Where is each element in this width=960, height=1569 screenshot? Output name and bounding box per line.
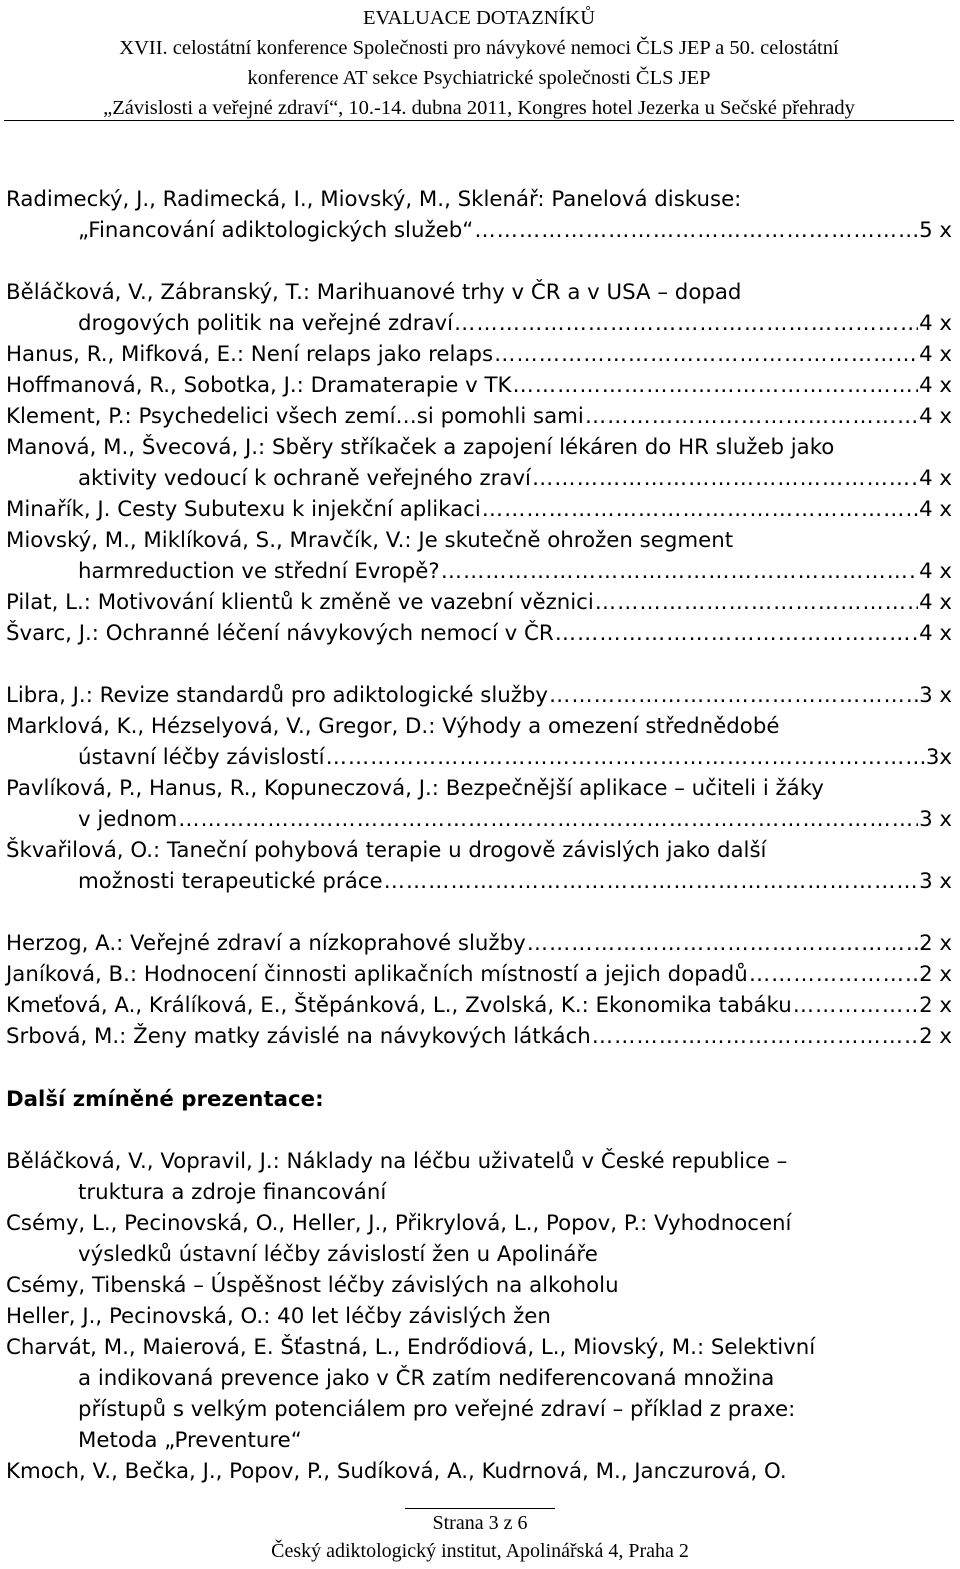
presentation-entry	[6, 773, 952, 835]
presentation-entry	[6, 1332, 952, 1456]
dot-leader	[527, 928, 918, 959]
mention-count: 4 x	[919, 404, 952, 429]
presentation-entry	[6, 1301, 952, 1332]
entry-title-line: a indikovaná prevence jako v ČR zatím nediferencovaná množina	[78, 1366, 775, 1391]
evaluation-content	[6, 121, 952, 1487]
presentation-entry	[6, 587, 952, 618]
group-3x	[6, 680, 952, 897]
mention-count: 5 x	[919, 218, 952, 243]
presentation-entry	[6, 618, 952, 649]
entry-authors-line: Csémy, L., Pecinovská, O., Heller, J., Přikrylová, L., Popov, P.: Vyhodnocení	[6, 1211, 792, 1236]
entry-title-line: Herzog, A.: Veřejné zdraví a nízkoprahové služby	[6, 931, 526, 956]
header-line-1: XVII. celostátní konference Společnosti pro návykové nemoci ČLS JEP a 50. celostátní	[119, 37, 839, 59]
entry-title-line: výsledků ústavní léčby závislostí žen u Apolináře	[78, 1242, 598, 1267]
presentation-entry	[6, 711, 952, 773]
entry-title-line: harmreduction ve střední Evropě?	[78, 559, 440, 584]
presentation-entry	[6, 277, 952, 339]
presentation-entry	[6, 432, 952, 494]
header-title: EVALUACE DOTAZNÍKŮ	[363, 7, 595, 29]
mention-count: 2 x	[919, 931, 952, 956]
entry-title-line: Klement, P.: Psychedelici všech zemí…si pomohli sami	[6, 404, 584, 429]
entry-title-line: Kmeťová, A., Králíková, E., Štěpánková, L., Zvolská, K.: Ekonomika tabáku	[6, 993, 792, 1018]
entry-title-line: drogových politik na veřejné zdraví	[78, 311, 454, 336]
entry-authors-line: Škvařilová, O.: Taneční pohybová terapie u drogově závislých jako další	[6, 838, 767, 863]
presentation-entry	[6, 835, 952, 897]
entry-title-line: Libra, J.: Revize standardů pro adiktologické služby	[6, 683, 549, 708]
presentation-entry	[6, 339, 952, 370]
dot-leader	[454, 308, 918, 339]
footer-address: Český adiktologický institut, Apolinářská 4, Praha 2	[271, 1540, 689, 1562]
mention-count: 2 x	[919, 993, 952, 1018]
presentation-entry	[6, 370, 952, 401]
entry-title-line: aktivity vedoucí k ochraně veřejného zraví	[78, 466, 531, 491]
header-line-2: konference AT sekce Psychiatrické společnosti ČLS JEP	[247, 67, 711, 89]
dot-leader	[592, 1021, 918, 1052]
presentation-entry	[6, 401, 952, 432]
entry-authors-line: Kmoch, V., Bečka, J., Popov, P., Sudíková, A., Kudrnová, M., Janczurová, O.	[6, 1459, 787, 1484]
mention-count: 4 x	[919, 466, 952, 491]
entry-title-line: přístupů s velkým potenciálem pro veřejné zdraví – příklad z praxe:	[78, 1397, 796, 1422]
entry-title-line: Janíková, B.: Hodnocení činnosti aplikačních místností a jejich dopadů	[6, 962, 748, 987]
entry-authors-line: Pavlíková, P., Hanus, R., Kopuneczová, J.: Bezpečnější aplikace – učiteli i žáky	[6, 776, 824, 801]
entry-title-line: v jednom	[78, 807, 178, 832]
entry-title-line: Hoffmanová, R., Sobotka, J.: Dramaterapie v TK	[6, 373, 512, 398]
presentation-entry	[6, 1456, 952, 1487]
dot-leader	[793, 990, 918, 1021]
dot-leader	[585, 401, 918, 432]
entry-authors-line: Běláčková, V., Zábranský, T.: Marihuanové trhy v ČR a v USA – dopad	[6, 280, 742, 305]
presentation-entry	[6, 1270, 952, 1301]
dot-leader	[549, 680, 918, 711]
presentation-entry	[6, 184, 952, 246]
group-2x	[6, 928, 952, 1052]
presentation-entry	[6, 1021, 952, 1052]
page-header	[4, 0, 954, 121]
group-5x	[6, 184, 952, 246]
entry-authors-line: Marklová, K., Hézselyová, V., Gregor, D.: Výhody a omezení střednědobé	[6, 714, 780, 739]
page-number: Strana 3 z 6	[432, 1512, 528, 1534]
entry-title-line: Hanus, R., Mifková, E.: Není relaps jako relaps	[6, 342, 494, 367]
group-4x	[6, 277, 952, 649]
dot-leader	[441, 556, 918, 587]
presentation-entry	[6, 1208, 952, 1270]
entry-authors-line: Miovský, M., Miklíková, S., Mravčík, V.: Je skutečně ohrožen segment	[6, 528, 734, 553]
entry-authors-line: Radimecký, J., Radimecká, I., Miovský, M., Sklenář: Panelová diskuse:	[6, 187, 742, 212]
dot-leader	[494, 339, 918, 370]
entry-title-line: „Financování adiktologických služeb“	[78, 218, 474, 243]
mention-count: 4 x	[919, 590, 952, 615]
page-footer	[0, 1508, 960, 1565]
presentation-entry	[6, 928, 952, 959]
entry-title-line: možnosti terapeutické práce	[78, 869, 383, 894]
mention-count: 4 x	[919, 559, 952, 584]
dot-leader	[326, 742, 925, 773]
entry-title-line: truktura a zdroje financování	[78, 1180, 387, 1205]
entry-authors-line: Běláčková, V., Vopravil, J.: Náklady na léčbu uživatelů v České republice –	[6, 1149, 788, 1174]
mention-count: 4 x	[919, 621, 952, 646]
header-line-3: „Závislosti a veřejné zdraví“, 10.-14. dubna 2011, Kongres hotel Jezerka u Sečské přehrady	[103, 97, 855, 119]
section-title: Další zmíněné prezentace:	[6, 1087, 324, 1112]
other-presentations	[6, 1146, 952, 1487]
entry-authors-line: Heller, J., Pecinovská, O.: 40 let léčby závislých žen	[6, 1304, 551, 1329]
dot-leader	[482, 494, 918, 525]
presentation-entry	[6, 525, 952, 587]
dot-leader	[513, 370, 919, 401]
mention-count: 2 x	[919, 1024, 952, 1049]
dot-leader	[178, 804, 918, 835]
dot-leader	[474, 215, 918, 246]
mention-count: 3 x	[919, 683, 952, 708]
entry-title-line: Švarc, J.: Ochranné léčení návykových nemocí v ČR	[6, 621, 554, 646]
entry-authors-line: Manová, M., Švecová, J.: Sběry stříkaček a zapojení lékáren do HR služeb jako	[6, 435, 835, 460]
mention-count: 3 x	[919, 869, 952, 894]
mention-count: 4 x	[919, 497, 952, 522]
dot-leader	[532, 463, 918, 494]
mention-count: 3 x	[919, 807, 952, 832]
mention-count: 4 x	[919, 373, 952, 398]
presentation-entry	[6, 494, 952, 525]
entry-authors-line: Charvát, M., Maierová, E. Šťastná, L., Endrődiová, L., Miovský, M.: Selektivní	[6, 1335, 816, 1360]
dot-leader	[749, 959, 918, 990]
entry-title-line: Metoda „Preventure“	[78, 1428, 302, 1453]
mention-count: 3x	[925, 745, 952, 770]
dot-leader	[595, 587, 918, 618]
entry-authors-line: Csémy, Tibenská – Úspěšnost léčby závislých na alkoholu	[6, 1273, 619, 1298]
entry-title-line: ústavní léčby závislostí	[78, 745, 325, 770]
dot-leader	[384, 866, 919, 897]
mention-count: 4 x	[919, 311, 952, 336]
mention-count: 2 x	[919, 962, 952, 987]
dot-leader	[555, 618, 918, 649]
presentation-entry	[6, 680, 952, 711]
presentation-entry	[6, 990, 952, 1021]
mention-count: 4 x	[919, 342, 952, 367]
entry-title-line: Srbová, M.: Ženy matky závislé na návykových látkách	[6, 1024, 591, 1049]
presentation-entry	[6, 959, 952, 990]
presentation-entry	[6, 1146, 952, 1208]
entry-title-line: Pilat, L.: Motivování klientů k změně ve vazební věznici	[6, 590, 594, 615]
entry-title-line: Minařík, J. Cesty Subutexu k injekční aplikaci	[6, 497, 481, 522]
